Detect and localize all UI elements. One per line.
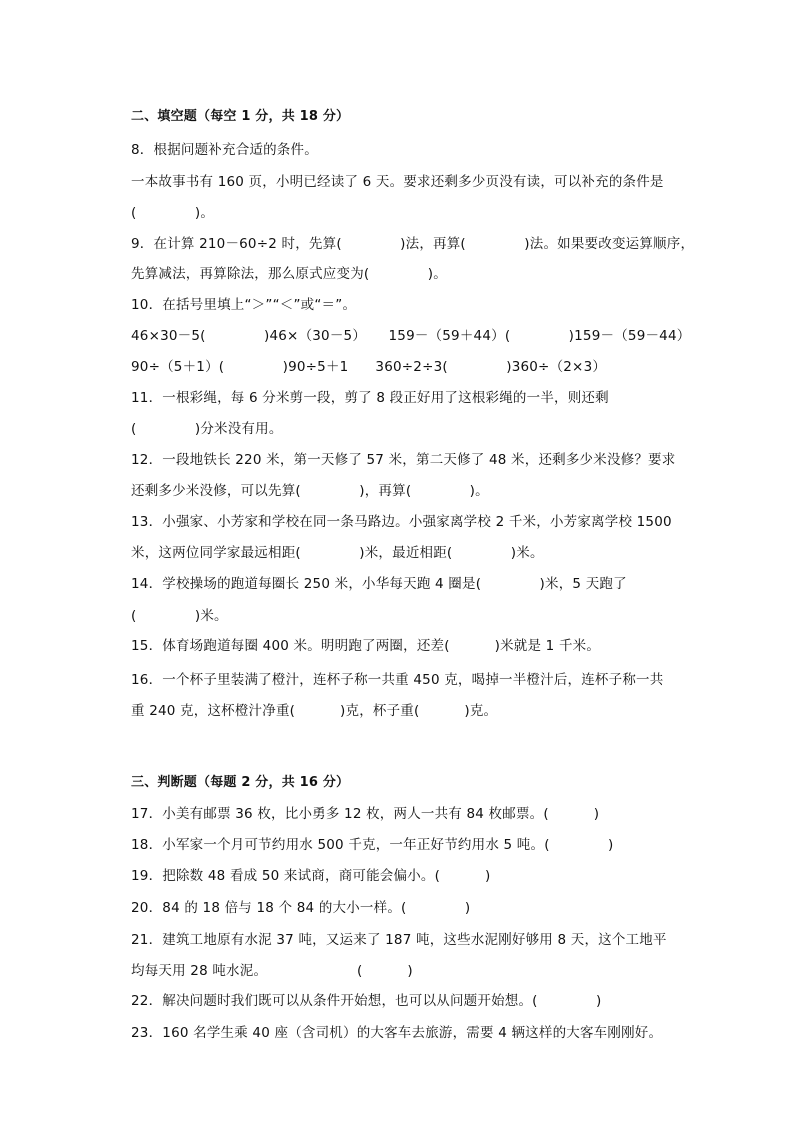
question-line: 均每天用 28 吨水泥。 ( ): [131, 963, 413, 979]
question-line: 先算减法，再算除法，那么原式应变为( )。: [131, 266, 447, 282]
question-line: 17．小美有邮票 36 枚，比小勇多 12 枚，两人一共有 84 枚邮票。( ): [131, 806, 600, 822]
question-line: 19．把除数 48 看成 50 来试商，商可能会偏小。( ): [131, 868, 491, 884]
question-line: 15．体育场跑道每圈 400 米。明明跑了两圈，还差( )米就是 1 千米。: [131, 638, 601, 654]
question-line: ( )分米没有用。: [131, 421, 283, 437]
question-line: 20．84 的 18 倍与 18 个 84 的大小一样。( ): [131, 900, 471, 916]
section-2-heading: 二、填空题（每空 1 分，共 18 分）: [131, 109, 350, 124]
question-line: 还剩多少米没修，可以先算( )，再算( )。: [131, 483, 489, 499]
question-line: 46×30－5( )46×（30－5） 159－（59＋44）( )159－（59－44）: [131, 328, 691, 344]
question-line: 21．建筑工地原有水泥 37 吨，又运来了 187 吨，这些水泥刚好够用 8 天，这个工地平: [131, 932, 667, 948]
question-line: 12．一段地铁长 220 米，第一天修了 57 米，第二天修了 48 米，还剩多少米没修？要求: [131, 452, 676, 468]
question-line: 14．学校操场的跑道每圈长 250 米，小华每天跑 4 圈是( )米，5 天跑了: [131, 576, 627, 592]
question-line: 16．一个杯子里装满了橙汁，连杯子称一共重 450 克，喝掉一半橙汁后，连杯子称一共: [131, 672, 664, 688]
question-line: 8．根据问题补充合适的条件。: [131, 142, 318, 158]
question-line: 18．小军家一个月可节约用水 500 千克，一年正好节约用水 5 吨。( ): [131, 837, 614, 853]
question-line: 90÷（5＋1）( )90÷5＋1 360÷2÷3( )360÷（2×3）: [131, 359, 607, 375]
question-line: 23．160 名学生乘 40 座（含司机）的大客车去旅游，需要 4 辆这样的大客车刚刚好。: [131, 1025, 663, 1041]
section-3-heading: 三、判断题（每题 2 分，共 16 分）: [131, 775, 350, 790]
question-line: 一本故事书有 160 页，小明已经读了 6 天。要求还剩多少页没有读，可以补充的条件是: [131, 174, 664, 190]
question-line: 9．在计算 210－60÷2 时，先算( )法，再算( )法。如果要改变运算顺序，: [131, 236, 695, 252]
question-line: 11．一根彩绳，每 6 分米剪一段，剪了 8 段正好用了这根彩绳的一半，则还剩: [131, 390, 609, 406]
question-line: 22．解决问题时我们既可以从条件开始想，也可以从问题开始想。( ): [131, 993, 602, 1009]
question-line: 米，这两位同学家最远相距( )米，最近相距( )米。: [131, 545, 544, 561]
question-line: ( )。: [131, 205, 215, 221]
question-line: 13．小强家、小芳家和学校在同一条马路边。小强家离学校 2 千米，小芳家离学校 1500: [131, 514, 672, 530]
question-line: 重 240 克，这杯橙汁净重( )克，杯子重( )克。: [131, 703, 498, 719]
question-line: ( )米。: [131, 608, 228, 624]
question-line: 10．在括号里填上“＞”“＜”或“＝”。: [131, 297, 357, 313]
